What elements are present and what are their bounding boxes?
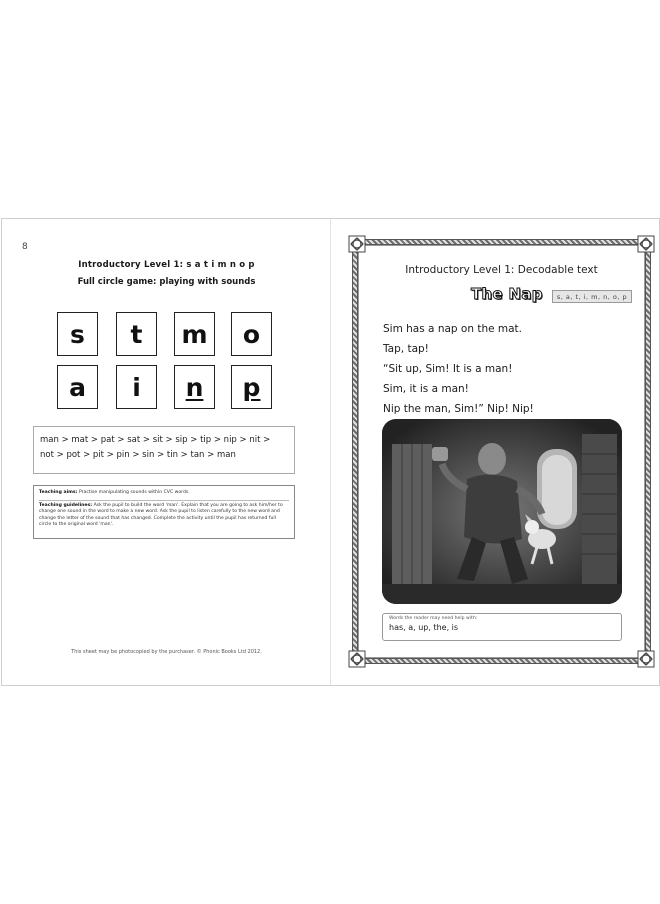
activity-subtitle: Full circle game: playing with sounds xyxy=(77,277,256,287)
story-text xyxy=(383,319,534,419)
letter-tile-n[interactable]: n xyxy=(174,365,215,409)
decodable-text-title: Introductory Level 1: Decodable text xyxy=(405,264,598,276)
illustration-scene xyxy=(382,419,622,604)
book-spread xyxy=(1,218,660,686)
help-words-label: Words the reader may need help with: xyxy=(389,616,478,621)
story-illustration xyxy=(382,419,622,604)
help-words-box xyxy=(382,613,622,641)
word-chain-line-1: man > mat > pat > sat > sit > sip > tip > nip > nit > xyxy=(40,435,271,445)
teaching-guidelines xyxy=(39,500,289,529)
teaching-guidelines-text: Ask the pupil to build the word 'man'. Explain that you are going to ask him/her to change one sound in the word to make a new word. Ask the pupil to listen carefully to the new word and change the letter of the sound that has changed. Complete the activity until the pupil has returned full circle to the original word 'man'. xyxy=(39,502,283,528)
teaching-aims xyxy=(39,490,289,497)
teaching-guidelines-label: Teaching guidelines: xyxy=(39,502,93,508)
copyright-footer: This sheet may be photocopied by the purchaser. © Phonic Books Ltd 2012. xyxy=(71,649,262,655)
activity-title: Introductory Level 1: s a t i m n o p xyxy=(78,260,255,270)
teaching-aims-label: Teaching aims: xyxy=(39,490,78,495)
help-words-list: has, a, up, the, is xyxy=(389,623,459,632)
letter-tile-t[interactable]: t xyxy=(116,312,157,356)
letter-tile-m[interactable]: m xyxy=(174,312,215,356)
story-line: Tap, tap! xyxy=(383,343,429,355)
story-title: The Nap xyxy=(471,285,543,303)
story-line: Nip the man, Sim!” Nip! Nip! xyxy=(383,403,534,415)
letter-tile-s[interactable]: s xyxy=(57,312,98,356)
story-line: Sim, it is a man! xyxy=(383,383,469,395)
story-line: Sim has a nap on the mat. xyxy=(383,323,523,335)
story-line: “Sit up, Sim! It is a man! xyxy=(383,363,513,375)
word-chain-line-2: not > pot > pit > pin > sin > tin > tan > man xyxy=(40,450,236,460)
word-chain-box xyxy=(33,426,295,474)
letter-tile-a[interactable]: a xyxy=(57,365,98,409)
celtic-knot-icon xyxy=(348,235,366,253)
letter-tile-p[interactable]: p xyxy=(231,365,272,409)
decorative-frame xyxy=(352,239,651,664)
left-page xyxy=(2,219,331,685)
celtic-knot-icon xyxy=(637,650,655,668)
page-number: 8 xyxy=(22,242,28,252)
celtic-knot-icon xyxy=(348,650,366,668)
letter-tile-i[interactable]: i xyxy=(116,365,157,409)
letter-tile-o[interactable]: o xyxy=(231,312,272,356)
teaching-aims-text: Practise manipulating sounds within CVC words. xyxy=(78,490,190,495)
right-page xyxy=(331,219,659,685)
story-letters-badge: s, a, t, i, m, n, o, p xyxy=(552,290,632,303)
teaching-notes-box xyxy=(33,485,295,539)
celtic-knot-icon xyxy=(637,235,655,253)
